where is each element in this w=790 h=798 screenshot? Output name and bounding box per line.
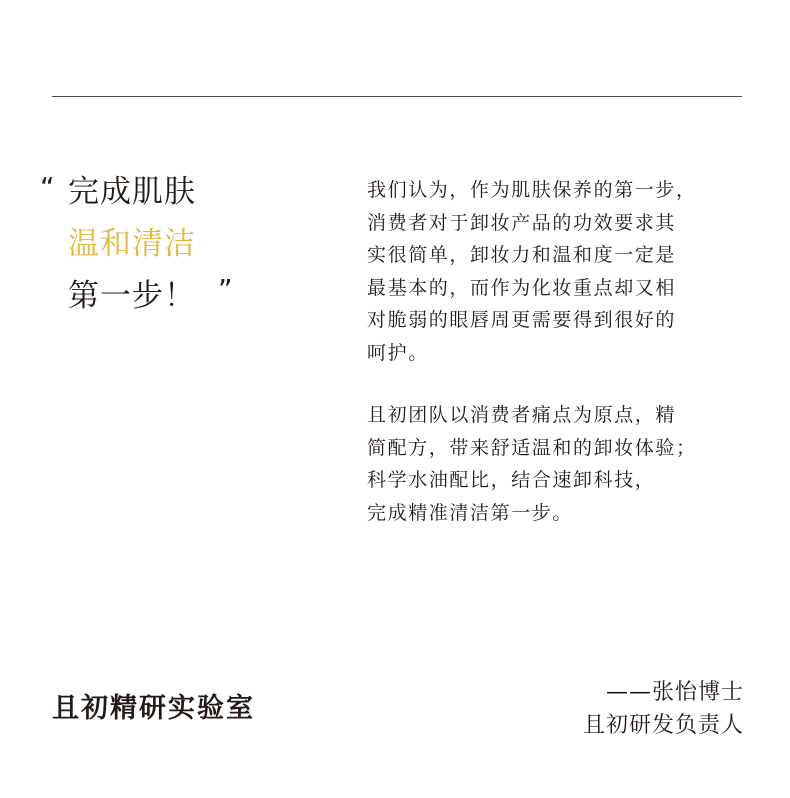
signature-block (583, 676, 744, 742)
top-divider (52, 96, 742, 97)
paragraph-1-line: 消费者对于卸妆产品的功效要求其 (367, 211, 677, 234)
headline-line-1: 完成肌肤 (68, 174, 196, 210)
paragraph-2-line: 且初团队以消费者痛点为原点，精 (367, 404, 677, 426)
paragraph-2 (367, 399, 747, 529)
signature-title: 且初研发负责人 (582, 713, 744, 738)
paragraph-1-line: 实很简单，卸妆力和温和度一定是 (367, 244, 677, 266)
paragraph-1 (367, 174, 747, 369)
paragraph-2-line: 简配方，带来舒适温和的卸妆体验； (367, 436, 697, 459)
paragraph-1-line: 我们认为，作为肌肤保养的第一步， (367, 179, 697, 201)
signature-name: ——张怡博士 (605, 680, 744, 705)
headline-line-3: 第一步！ (68, 278, 196, 314)
paragraph-1-line: 对脆弱的眼唇周更需要得到很好的 (367, 309, 677, 331)
paragraph-2-line: 科学水油配比，结合速卸科技， (367, 469, 656, 491)
body-copy (367, 174, 747, 529)
headline-line-2-highlight: 温和清洁 (68, 226, 196, 262)
brand-name: 且初精研实验室 (52, 693, 255, 724)
paragraph-1-line: 最基本的，而作为化妆重点却又相 (367, 276, 677, 299)
paragraph-2-line: 完成精准清洁第一步。 (367, 501, 574, 524)
open-quote-mark: “ (40, 171, 55, 204)
close-quote-mark: ” (218, 273, 233, 306)
paragraph-1-line: 呵护。 (367, 341, 429, 364)
